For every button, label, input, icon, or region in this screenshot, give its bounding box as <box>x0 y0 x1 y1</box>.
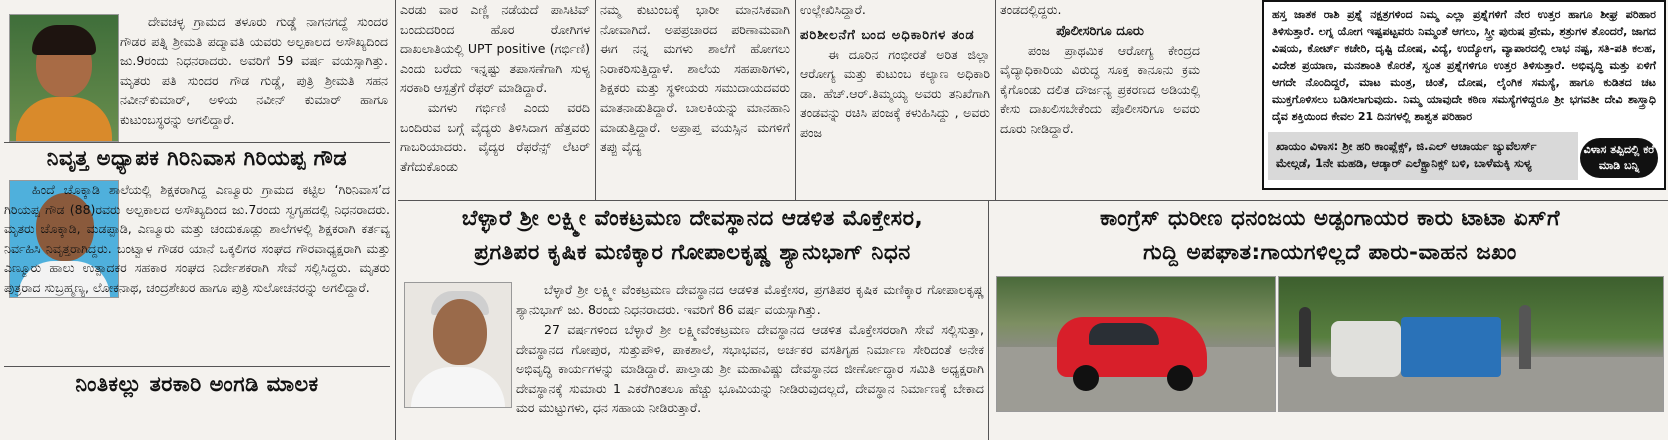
bystander <box>1299 307 1311 367</box>
accident-headline-line1: ಕಾಂಗ್ರೆಸ್ ಧುರೀಣ ಧನಂಜಯ ಅಡ್ಪಂಗಾಯರ ಕಾರು ಟಾಟಾ ಏಸ್‌ಗೆ <box>1099 206 1561 231</box>
obituary-photo-padmavathi <box>9 14 119 142</box>
advertisement-address: ಖಾಯಂ ವಿಳಾಸ: ಶ್ರೀ ಹರಿ ಕಾಂಪ್ಲೆಕ್ಸ್, ಜಿ.ಎಲ್ ಆಚಾರ್ಯ ಜ್ಯುವೆಲರ್ಸ್ ಮೇಲ್ಗಡೆ, 1ನೇ ಮಹಡಿ, ಆಡ್ಕಾರ್ ಎಲೆಕ್ಟ್ರಾನಿಕ್ಸ್ ಬಳಿ, ಬಾಳೆಮಕ್ಕಿ ಸುಳ್ಯ <box>1268 132 1578 180</box>
accident-photo-red-car <box>996 276 1276 412</box>
article-continuation-col2: ಎರಡು ವಾರ ಎಣ್ಣಿ ನಡೆಯದೆ ಪಾಸಿಟಿವ್ ಬಂದುದರಿಂದ ಹೊರ ರೋಗಿಗಳ ದಾಖಲಾತಿಯಲ್ಲಿ UPT positive (ಗರ್ಭಿಣಿ) ಎಂದು ಬರೆದು ಇನ್ನಷ್ಟು ತಪಾಸಣೆಗಾಗಿ ಸುಳ್ಯ ಸರಕಾರಿ ಆಸ್ಪತ್ರೆಗೆ ರೆಫರ್ ಮಾಡಿದ್ದಾರೆ. <box>400 2 590 96</box>
portrait-face <box>433 299 487 365</box>
subheading-inspection-team: ಪರಿಶೀಲನೆಗೆ ಬಂದ ಅಧಿಕಾರಿಗಳ ತಂಡ <box>800 27 975 43</box>
astrology-advertisement <box>1262 0 1666 190</box>
portrait-hair <box>32 25 96 55</box>
bystander <box>1519 305 1531 369</box>
article-continuation-col5: ಪಂಜ ಪ್ರಾಥಮಿಕ ಆರೋಗ್ಯ ಕೇಂದ್ರದ ವೈದ್ಯಾಧಿಕಾರಿಯ ವಿರುದ್ಧ ಸೂಕ್ತ ಕಾನೂನು ಕ್ರಮ ಕೈಗೊಂಡು ದಲಿತ ದೌರ್ಜನ್ಯ ಪ್ರಕರಣದ ಅಡಿಯಲ್ಲಿ ಕೇಸು ದಾಖಲಿಸಬೇಕೆಂದು ಪೊಲೀಸರಿಗೂ ಅವರು ದೂರು ನೀಡಿದ್ದಾರೆ. <box>1000 42 1200 136</box>
advertisement-badge: ವಿಳಾಸ ತಪ್ಪಿದಲ್ಲಿ ಕರೆ ಮಾಡಿ ಬನ್ನಿ <box>1580 138 1658 178</box>
obituary-text-giriyappa: ಹಿಂದೆ ಚೊಕ್ಕಾಡಿ ಶಾಲೆಯಲ್ಲಿ ಶಿಕ್ಷಕರಾಗಿದ್ದ ಎಣ್ಮೂರು ಗ್ರಾಮದ ಕಟ್ಟಿಲ ‘ಗಿರಿನಿವಾಸ’ದ ಗಿರಿಯಪ್ಪ ಗೌಡ (88)ರವರು ಅಲ್ಪಕಾಲದ ಅಸೌಖ್ಯದಿಂದ ಜು.7ರಂದು ಸ್ವಗೃಹದಲ್ಲಿ ನಿಧನರಾದರು. ಮೃತರು ಚೊಕ್ಕಾಡಿ, ಮಡಪ್ಪಾಡಿ, ಎಣ್ಮೂರು ಮತ್ತು ಚಂದುಕೂಡ್ಲು ಶಾಲೆಗಳಲ್ಲಿ ಶಿಕ್ಷಕರಾಗಿ ಕರ್ತವ್ಯ ನಿರ್ವಹಿಸಿ ನಿವೃತ್ತರಾಗಿದ್ದರು. ಬಂಟ್ವಾಳ ಗೌಡರ ಯಾನೆ ಒಕ್ಕಲಿಗರ ಸಂಘದ ಗೌರವಾಧ್ಯಕ್ಷರಾಗಿ ಮತ್ತು ಎಣ್ಮೂರು ಹಾಲು ಉತ್ಪಾದಕರ ಸಹಕಾರ ಸಂಘದ ನಿರ್ದೇಶಕರಾಗಿ ಸೇವೆ ಸಲ್ಲಿಸಿದ್ದರು. ಮೃತರು ಪುತ್ರರಾದ ಸುಬ್ರಹ್ಮಣ್ಯ, ಲೋಕನಾಥ, ಚಂದ್ರಶೇಖರ ಹಾಗೂ ಪುತ್ರಿ ಸುಲೋಚನರನ್ನು ಅಗಲಿದ್ದಾರೆ. <box>4 182 390 295</box>
obituary-headline-giriyappa: ನಿವೃತ್ತ ಅಧ್ಯಾಪಕ ಗಿರಿನಿವಾಸ ಗಿರಿಯಪ್ಪ ಗೌಡ <box>46 146 348 170</box>
tempo-cargo <box>1401 317 1501 377</box>
article-continuation-col4-top: ಉಲ್ಲೇಖಿಸಿದ್ದಾರೆ. <box>800 2 866 17</box>
article-continuation-col2b: ಮಗಳು ಗರ್ಭಿಣಿ ಎಂದು ವರದಿ ಬಂದಿರುವ ಬಗ್ಗೆ ವೈದ್ಯರು ತಿಳಿಸಿದಾಗ ಹೆತ್ತವರು ಗಾಬರಿಯಾದರು. ವೈದ್ಯರ ರೆಫರೆನ್ಸ್ ಲೆಟರ್ ತೆಗೆದುಕೊಂಡು <box>400 99 590 174</box>
article-continuation-col3: ನಮ್ಮ ಕುಟುಂಬಕ್ಕೆ ಭಾರೀ ಮಾನಸಿಕವಾಗಿ ನೋವಾಗಿದೆ. ಅಪಪ್ರಚಾರದ ಪರಿಣಾಮವಾಗಿ ಈಗ ನನ್ನ ಮಗಳು ಶಾಲೆಗೆ ಹೋಗಲು ನಿರಾಕರಿಸುತ್ತಿದ್ದಾಳೆ. ಶಾಲೆಯ ಸಹಪಾಠಿಗಳು, ಶಿಕ್ಷಕರು ಮತ್ತು ಸ್ಥಳೀಯರು ಸಮುದಾಯದವರು ಮಾತನಾಡುತಿದ್ದಾರೆ. ಬಾಲಕಿಯನ್ನು ಮಾನಹಾನಿ ಮಾಡುತ್ತಿದ್ದಾರೆ. ಅಪ್ರಾಪ್ತ ವಯಸ್ಸಿನ ಮಗಳಿಗೆ ತಪ್ಪು ವೈದ್ಯ <box>600 2 790 155</box>
obituary-photo-gopalakrishna <box>404 282 512 408</box>
temple-obituary-headline-line2: ಪ್ರಗತಿಪರ ಕೃಷಿಕ ಮಣಿಕ್ಕಾರ ಗೋಪಾಲಕೃಷ್ಣ ಶ್ಯಾನುಭಾಗ್ ನಿಧನ <box>474 240 911 265</box>
obituary-text-padmavathi: ದೇವಚಳ್ಳ ಗ್ರಾಮದ ತಳೂರು ಗುಡ್ಡೆ ನಾಗನಗದ್ದೆ ಸುಂದರ ಗೌಡರ ಪತ್ನಿ ಶ್ರೀಮತಿ ಪದ್ಮಾವತಿ ಯವರು ಅಲ್ಪಕಾಲದ ಅಸೌಖ್ಯದಿಂದ ಜು.9ರಂದು ನಿಧನರಾದರು. ಅವರಿಗೆ 59 ವರ್ಷ ವಯಸ್ಸಾಗಿತ್ತು. ಮೃತರು ಪತಿ ಸುಂದರ ಗೌಡ ಗುಡ್ಡೆ, ಪುತ್ರಿ ಶ್ರೀಮತಿ ಸಹನ ನವೀನ್‌ಕುಮಾರ್, ಅಳಿಯ ನವೀನ್ ಕುಮಾರ್ ಹಾಗೂ ಕುಟುಂಬಸ್ಥರನ್ನು ಅಗಲಿದ್ದಾರೆ. <box>120 14 388 127</box>
portrait-saree <box>16 97 112 141</box>
subheading-police-complaint: ಪೊಲೀಸರಿಗೂ ದೂರು <box>1056 23 1144 39</box>
temple-obituary-intro: ಬೆಳ್ಳಾರೆ ಶ್ರೀ ಲಕ್ಷ್ಮೀ ವೆಂಕಟ್ರಮಣ ದೇವಸ್ಥಾನದ ಆಡಳಿತ ಮೊಕ್ತೇಸರ, ಪ್ರಗತಿಪರ ಕೃಷಿಕ ಮಣಿಕ್ಕಾರ ಗೋಪಾಲಕೃಷ್ಣ ಶ್ಯಾನುಭಾಗ್ ಜು. 8ರಂದು ನಿಧನರಾದರು. ಇವರಿಗೆ 86 ವರ್ಷ ವಯಸ್ಸಾಗಿತ್ತು. <box>516 282 984 317</box>
article-continuation-col5-top: ತಂಡದಲ್ಲಿದ್ದರು. <box>1000 2 1062 17</box>
red-car-window <box>1089 323 1159 345</box>
accident-photo-overturned-tempo <box>1278 276 1664 412</box>
red-car-wheel <box>1167 365 1193 391</box>
red-car-wheel <box>1073 365 1099 391</box>
portrait-shirt <box>411 367 505 407</box>
temple-obituary-headline-line1: ಬೆಳ್ಳಾರೆ ಶ್ರೀ ಲಕ್ಷ್ಮೀ ವೆಂಕಟ್ರಮಣ ದೇವಸ್ಥಾನದ ಆಡಳಿತ ಮೊಕ್ತೇಸರ, <box>461 206 924 231</box>
tempo-body <box>1331 321 1401 377</box>
obituary-headline-nintikallu: ನಿಂತಿಕಲ್ಲು ತರಕಾರಿ ಅಂಗಡಿ ಮಾಲಕ <box>75 372 319 396</box>
temple-obituary-body: 27 ವರ್ಷಗಳಿಂದ ಬೆಳ್ಳಾರೆ ಶ್ರೀ ಲಕ್ಷ್ಮೀವೆಂಕಟ್ರಮಣ ದೇವಸ್ಥಾನದ ಆಡಳಿತ ಮೊಕ್ತೇಸರರಾಗಿ ಸೇವೆ ಸಲ್ಲಿಸುತ್ತಾ, ದೇವಸ್ಥಾನದ ಗೋಪುರ, ಸುತ್ತುಪೌಳಿ, ಪಾಕಶಾಲೆ, ಸಭಾಭವನ, ಅರ್ಚಕರ ವಸತಿಗೃಹ ನಿರ್ಮಾಣ ಸೇರಿದಂತೆ ಅನೇಕ ಅಭಿವೃದ್ಧಿ ಕಾರ್ಯಗಳನ್ನು ಮಾಡಿದ್ದಾರೆ. ಪಾಲ್ತಾಡು ಶ್ರೀ ಮಹಾವಿಷ್ಣು ದೇವಸ್ಥಾನದ ಜೀರ್ಣೋದ್ಧಾರ ಸಮಿತಿ ಅಧ್ಯಕ್ಷರಾಗಿ ದೇವಸ್ಥಾನಕ್ಕೆ ಸುಮಾರು 1 ಎಕರೆಗಿಂತಲೂ ಹೆಚ್ಚು ಭೂಮಿಯನ್ನು ನೀಡಿರುವುದಲ್ಲದೆ, ದೇವಸ್ಥಾನ ನಿರ್ಮಾಣಕ್ಕೆ ಬೇಕಾದ ಮರ ಮುಟ್ಟುಗಳು, ಧನ ಸಹಾಯ ನೀಡಿರುತ್ತಾರೆ. <box>516 322 984 416</box>
accident-headline-line2: ಗುದ್ದಿ ಅಪಘಾತ:ಗಾಯಗಳಿಲ್ಲದೆ ಪಾರು-ವಾಹನ ಜಖಂ <box>1143 240 1517 265</box>
advertisement-text: ಹಸ್ತ ಜಾತಕ ರಾಶಿ ಪ್ರಶ್ನೆ ನಕ್ಷತ್ರಗಳಿಂದ ನಿಮ್ಮ ಎಲ್ಲಾ ಪ್ರಶ್ನೆಗಳಿಗೆ ನೇರ ಉತ್ತರ ಹಾಗೂ ಶೀಘ್ರ ಪರಿಹಾರ ತಿಳಿಸುತ್ತಾರೆ. ಲಗ್ನ ಯೋಗ ಇಷ್ಟಪಟ್ಟವರು ನಿಮ್ಮಂತೆ ಆಗಲು, ಸ್ತ್ರೀ ಪುರುಷ ಪ್ರೇಮ, ಶತ್ರುಗಳ ತೊಂದರೆ, ಜಾಗದ ವಿಷಯ, ಕೋರ್ಟ್ ಕಚೇರಿ, ದೃಷ್ಟಿ ದೋಷ, ವಿದ್ಯೆ, ಉದ್ಯೋಗ, ವ್ಯಾಪಾರದಲ್ಲಿ ಲಾಭ ನಷ್ಟ, ಸತಿ-ಪತಿ ಕಲಹ, ವಿದೇಶ ಪ್ರಯಾಣ, ಮನಶಾಂತಿ ಕೊರತೆ, ಸ್ವಂತ ಪ್ರಶ್ನೆಗಳಿಗೂ ಉತ್ತರ ತಿಳಿಸುತ್ತಾರೆ. ಅಭಿವೃದ್ಧಿ ಮತ್ತು ಏಳಿಗೆ ಆಗದೇ ನೊಂದಿದ್ದರೆ, ಮಾಟ ಮಂತ್ರ, ಚಿಂತೆ, ದೋಷ, ಲೈಂಗಿಕ ಸಮಸ್ಯೆ, ಹಾಗೂ ಕುಡಿತದ ಚಟ ಮುಕ್ತಗೊಳಿಸಲು ಬಡಿಸಲಾಗುವುದು. ನಿಮ್ಮ ಯಾವುದೇ ಕಠಿಣ ಸಮಸ್ಯೆಗಳಿದ್ದರೂ ಶ್ರೀ ಭಗವತೀ ದೇವಿ ಶಾಸ್ತ್ರಾಧಿ ದೈವ ಶಕ್ತಿಯಿಂದ ಕೇವಲ 21 ದಿನಗಳಲ್ಲಿ ಶಾಶ್ವತ ಪರಿಹಾರ <box>1272 8 1656 123</box>
article-continuation-col4: ಈ ದೂರಿನ ಗಂಭೀರತೆ ಅರಿತ ಜಿಲ್ಲಾ ಆರೋಗ್ಯ ಮತ್ತು ಕುಟುಂಬ ಕಲ್ಯಾಣ ಅಧಿಕಾರಿ ಡಾ. ಹೆಚ್.ಆರ್.ತಿಮ್ಮಯ್ಯ ಅವರು ತನಿಖೆಗಾಗಿ ತಂಡವನ್ನು ರಚಿಸಿ ಪಂಜಕ್ಕೆ ಕಳುಹಿಸಿದ್ದು , ಅವರು ಪಂಜ <box>800 46 990 140</box>
